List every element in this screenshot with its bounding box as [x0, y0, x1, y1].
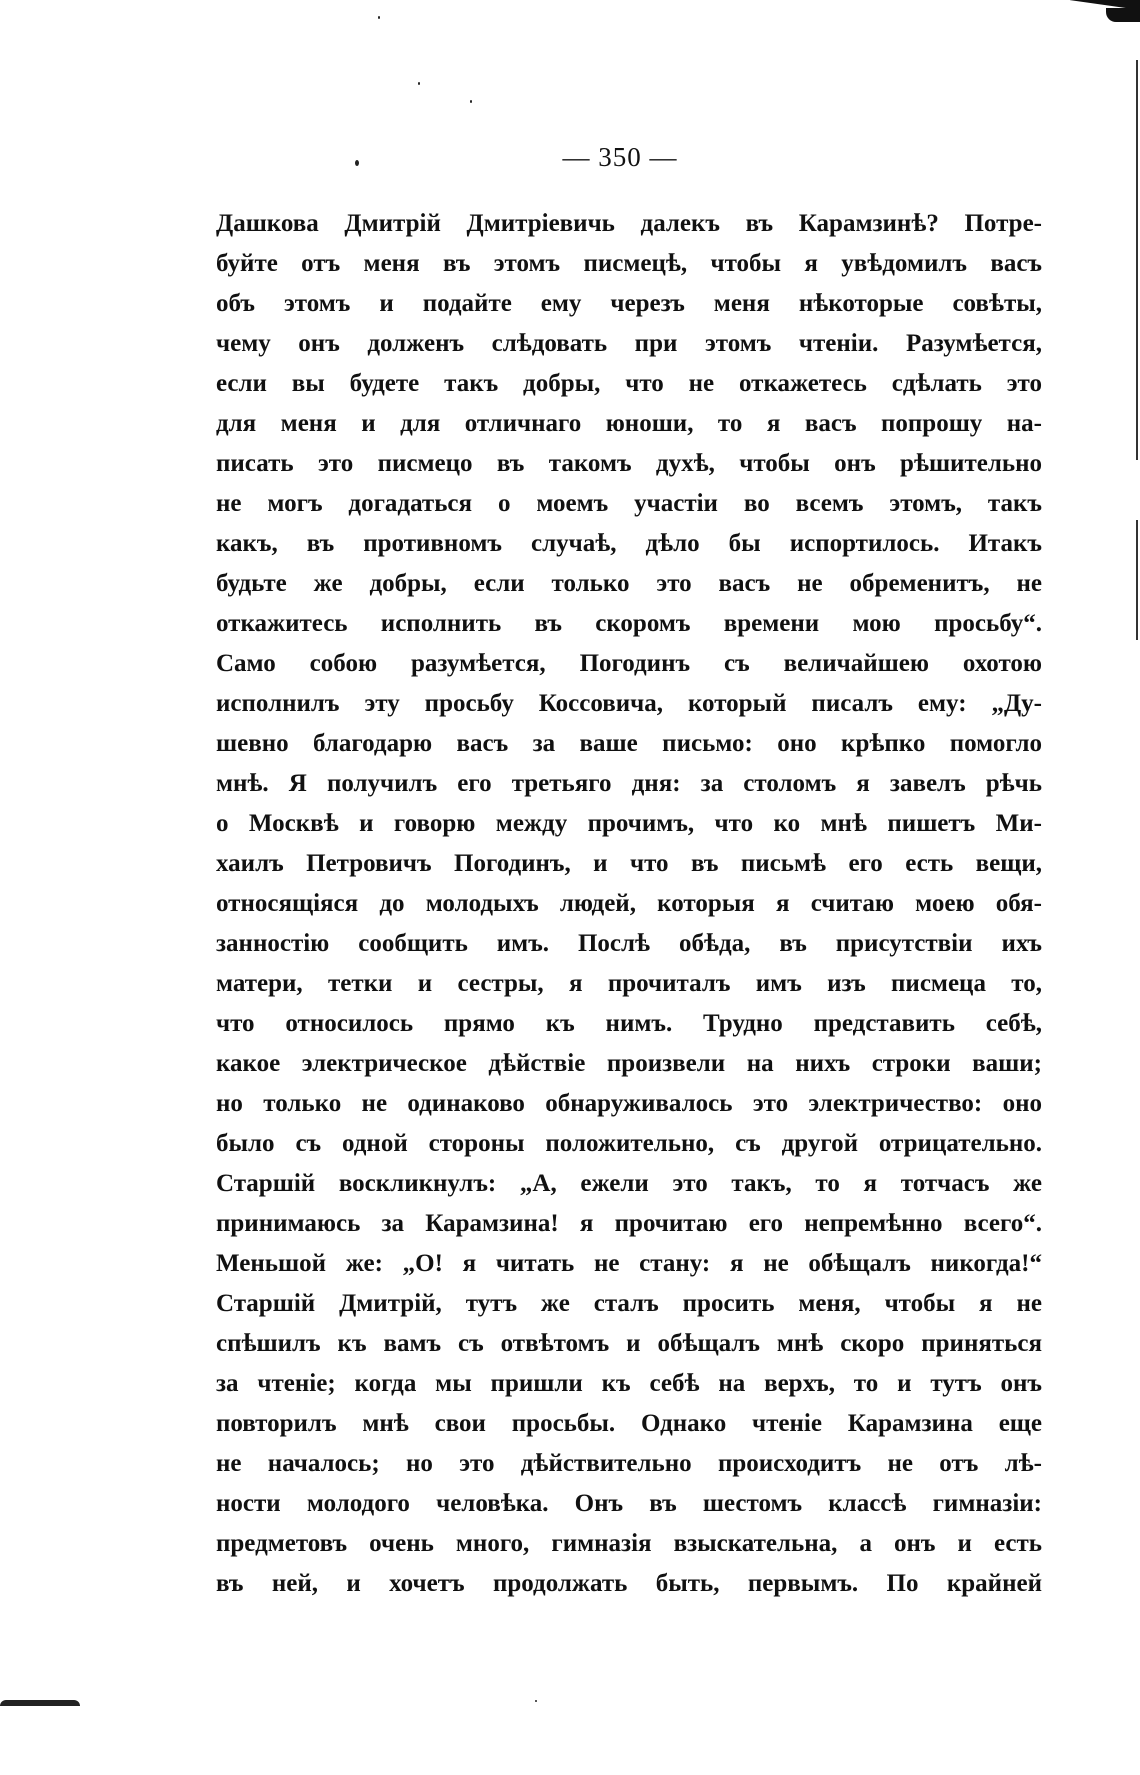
text-line: предметовъ очень много, гимназія взыскательна, а онъ и есть	[216, 1530, 1042, 1557]
text-line: объ этомъ и подайте ему черезъ меня нѣкоторые совѣты,	[216, 290, 1042, 317]
text-line: буйте отъ меня въ этомъ писмецѣ, чтобы я увѣдомилъ васъ	[216, 250, 1042, 277]
text-line: что относилось прямо къ нимъ. Трудно представить себѣ,	[216, 1010, 1042, 1037]
text-line: но только не одинаково обнаруживалось это электричество: оно	[216, 1090, 1042, 1117]
text-line: ности молодого человѣка. Онъ въ шестомъ классѣ гимназіи:	[216, 1490, 1042, 1517]
text-line: если вы будете такъ добры, что не откажетесь сдѣлать это	[216, 370, 1042, 397]
text-line: спѣшилъ къ вамъ съ отвѣтомъ и обѣщалъ мнѣ скоро приняться	[216, 1330, 1042, 1357]
text-line: не началось; но это дѣйствительно происходитъ не отъ лѣ-	[216, 1450, 1042, 1477]
text-line: писать это писмецо въ такомъ духѣ, чтобы онъ рѣшительно	[216, 450, 1042, 477]
text-line: шевно благодарю васъ за ваше письмо: оно крѣпко помогло	[216, 730, 1042, 757]
text-line: мнѣ. Я получилъ его третьяго дня: за столомъ я завелъ рѣчь	[216, 770, 1042, 797]
text-line: матери, тетки и сестры, я прочиталъ имъ изъ писмеца то,	[216, 970, 1042, 997]
text-line: не могъ догадаться о моемъ участіи во всемъ этомъ, такъ	[216, 490, 1042, 517]
text-line: повторилъ мнѣ свои просьбы. Однако чтеніе Карамзина еще	[216, 1410, 1042, 1437]
scan-speck	[535, 1700, 537, 1702]
text-line: какое электрическое дѣйствіе произвели на нихъ строки ваши;	[216, 1050, 1042, 1077]
body-text	[216, 204, 1042, 1604]
scan-speck	[418, 82, 420, 85]
page-number: — 350 —	[562, 142, 678, 172]
text-line: принимаюсь за Карамзина! я прочитаю его непремѣнно всего“.	[216, 1210, 1042, 1237]
text-line: занностію сообщить имъ. Послѣ обѣда, въ присутствіи ихъ	[216, 930, 1042, 957]
text-line: Дашкова Дмитрій Дмитріевичь далекъ въ Карамзинѣ? Потре-	[216, 210, 1042, 237]
scan-right-edge-line-2	[1136, 520, 1138, 640]
text-line: относящіяся до молодыхъ людей, которыя я считаю моею обя-	[216, 890, 1042, 917]
scan-edge-mark-bottom-left	[0, 1700, 80, 1706]
text-line: какъ, въ противномъ случаѣ, дѣло бы испортилось. Итакъ	[216, 530, 1042, 557]
text-line: Старшій Дмитрій, тутъ же сталъ просить меня, чтобы я не	[216, 1290, 1042, 1317]
scan-speck	[470, 100, 472, 103]
text-line: Меньшой же: „О! я читать не стану: я не обѣщалъ никогда!“	[216, 1250, 1042, 1277]
scan-speck	[378, 16, 380, 19]
text-line: откажитесь исполнить въ скоромъ времени мою просьбу“.	[216, 610, 1042, 637]
text-line: исполнилъ эту просьбу Коссовича, который писалъ ему: „Ду-	[216, 690, 1042, 717]
scan-edge-mark-top-right-2	[1106, 8, 1140, 22]
text-line: Само собою разумѣется, Погодинъ съ величайшею охотою	[216, 650, 1042, 677]
text-line: о Москвѣ и говорю между прочимъ, что ко мнѣ пишетъ Ми-	[216, 810, 1042, 837]
text-line: Старшій воскликнулъ: „А, ежели это такъ, то я тотчасъ же	[216, 1170, 1042, 1197]
text-line: за чтеніе; когда мы пришли къ себѣ на верхъ, то и тутъ онъ	[216, 1370, 1042, 1397]
text-line: для меня и для отличнаго юноши, то я васъ попрошу на-	[216, 410, 1042, 437]
text-line: чему онъ долженъ слѣдовать при этомъ чтеніи. Разумѣется,	[216, 330, 1042, 357]
scan-right-edge-line	[1136, 60, 1138, 460]
text-line: въ ней, и хочетъ продолжать быть, первымъ. По крайней	[216, 1570, 1042, 1597]
text-line: будьте же добры, если только это васъ не обременитъ, не	[216, 570, 1042, 597]
text-line: хаилъ Петровичъ Погодинъ, и что въ письмѣ его есть вещи,	[216, 850, 1042, 877]
text-line: было съ одной стороны положительно, съ другой отрицательно.	[216, 1130, 1042, 1157]
